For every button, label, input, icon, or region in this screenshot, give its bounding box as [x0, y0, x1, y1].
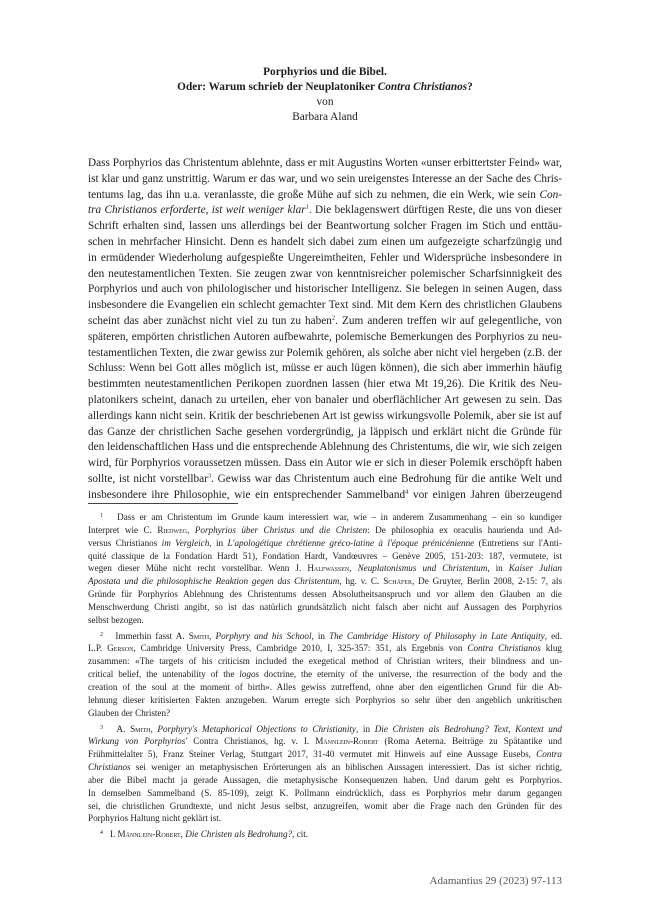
footnote-line: Gründe für Porphyrios Ablehnung des Christentums dessen Absolutheitsanspruch und vor allem den Glauben an die [88, 589, 562, 600]
footnote-ref[interactable]: 1 [305, 203, 309, 211]
footnote-line: selbst bezogen. [88, 614, 144, 625]
footnote-line: Glauben der Christen? [88, 707, 171, 718]
body-line: das Ganze der christlichen Sache gesehen vordergründig, ja läppisch und erklärt nicht die Gründe für [88, 425, 562, 438]
footnote-ref[interactable]: 3 [207, 472, 212, 480]
author-smallcaps: Halfwassen [307, 563, 350, 574]
body-line: bestimmten neutestamentlichen Perikopen zuordnen lassen (hier etwa Mt 19,26). Die Kritik des Neu- [88, 378, 562, 391]
author-smallcaps: Smith [188, 630, 210, 641]
body-line: Dass Porphyrios das Christentum ablehnte, dass er mit Augustins Worten «unser erbittertster Feind» war, [88, 157, 562, 169]
footnote-line: creation of the soul at the moment of birth». Alles gewiss zutreffend, ohne aber den eigentlichen Grund für die Ab- [88, 681, 562, 692]
emphasis: tra Christianos erforderte, ist weit weniger klar [88, 204, 306, 217]
body-line: Schluss: Wenn bei Gott alles möglich ist, müsse er auch lügen können), die sich aber immerhin häufig [88, 362, 562, 375]
by-word: von [316, 96, 334, 108]
subtitle-text: Oder: Warum schrieb der Neuplatoniker [177, 81, 378, 93]
footnote-line: quité classique de la Fondation Hardt 51), Fondation Hardt, Vandœuvres – Genève 2005, 151-203: 187, vermutete, ist [88, 550, 562, 561]
author-smallcaps: Gerson [107, 643, 134, 654]
body-line: in ermüdender Wiederholung aufgespießte Ungereimtheiten, Fehler und Widersprüche insbesondere in [88, 251, 562, 264]
body-line: tentums lag, das ihn u.a. veranlasste, die große Mühe auf sich zu nehmen, die ein Werk, wie sein Con- [88, 188, 562, 201]
author-name: Barbara Aland [292, 111, 358, 123]
footnote-line: critical belief, the untenability of the logos doctrine, the eternity of the universe, the resurrection of the body and the [88, 669, 563, 680]
subtitle-work-title: Contra Christianos [377, 81, 468, 93]
body-line: ist klar und ganz unstrittig. Warum er das war, und wo sein ureigenstes Interesse an der Sache des Chris- [88, 172, 562, 185]
footnote-line: In demselben Sammelband (S. 85-109), zeigt K. Pollmann eindrücklich, dass es Porphyrios mehr darum gegangen [88, 787, 562, 798]
footnote-line: lehnung dieser kritisierten Fakten anzugeben. Warum erregte sich Porphyrios so sehr über den angeblich unkritischen [88, 694, 562, 705]
emphasis: Con- [539, 188, 562, 201]
footnote-number: 2 [100, 631, 103, 638]
author-smallcaps: Schäfer [383, 576, 412, 587]
journal-citation: Adamantius 29 (2023) 97-113 [429, 875, 562, 887]
author-smallcaps: Riedweg [157, 524, 188, 535]
footnote-3: $^3$ A. Smith, Porphyry's Metaphorical Objections to Christianity, in Die Christen als Bedrohung? Text, Kontext und [100, 723, 562, 734]
body-line: testamentlichen Texten, die zwar gewiss zur Polemik gehören, als solche aber nicht viel hergeben (z.B. der [88, 346, 562, 359]
footnote-line: L.P. Gerson, Cambridge University Press, Cambridge 2010, I, 325-357: 351, als Ergebnis von Contra Christianos klug [88, 643, 562, 654]
body-line: insbesondere ihre Philosophie, wie ein entsprechender Sammelband$^4$ vor einigen Jahren überzeugend [88, 487, 562, 501]
footnote-line: sei, die christlichen Grundtexte, und nicht Jesus selbst, anzugreifen, womit aber die Frage nach den Gründen für des [88, 800, 562, 811]
body-line: wird, für Porphyrios voraussetzen müssen. Dass ein Autor wie er sich in dieser Polemik erschöpft haben [88, 457, 562, 470]
subtitle-question-mark: ? [467, 81, 473, 93]
footnote-line: Apostata und die philosophische Reaktion gegen das Christentum, hg. v. C. Schäfer, De Gruyter, Berlin 2008, 2-15: 7, als [88, 576, 563, 587]
footnote-line: Christianos sei weniger an metaphysischen Erörterungen als an biblischen Aussagen interessiert. Das ist sicher richtig, [88, 762, 562, 773]
footnotes [88, 511, 562, 841]
footnote-1: $^1$ Dass er am Christentum im Grunde kaum interessiert war, wie – in anderem Zusammenhang – ein so kundiger [100, 512, 562, 522]
footnote-ref[interactable]: 4 [405, 487, 409, 495]
footnote-separator [88, 503, 238, 504]
body-line: platonikers scheint, danach zu urteilen, eher von banaler und oberflächlicher Art gewesen zu sein. Das [88, 393, 562, 406]
footnote-number: 1 [100, 513, 103, 519]
footnote-line: Frühmittelalter 5), Franz Steiner Verlag, Stuttgart 2017, 31-40 vermutet mit Hinweis auf eine Aussage Eusebs, Contra [88, 749, 562, 760]
footnote-number: 3 [100, 724, 103, 731]
footnote-2: $^2$ Immerhin fasst A. Smith, Porphyry and his School, in The Cambridge History of Philosophy in Late Antiquity, ed. [100, 630, 563, 641]
body-line: allerdings kann nicht sein. Kritik der beschriebenen Art ist gewiss wirkungsvolle Polemik, aber sie ist auf [88, 409, 562, 422]
body-line: Porphyrios und auch von philologischer und historischer Intelligenz. Sie belegen in seinen Augen, dass [88, 283, 562, 296]
body-line: scheint das aber zunächst nicht viel zu tun zu haben$^2$. Zum anderen treffen wir auf gelegentliche, von [88, 314, 563, 327]
author-smallcaps: Männlein-Robert [315, 736, 379, 747]
body-line: insbesondere die Evangelien ein schlecht gemachter Text sind. Mit dem Kern des christlichen Glaubens [88, 299, 562, 312]
footnote-line: zusammen: «The targets of his criticism included the exegetical method of Christian writers, their blindness and un- [88, 656, 562, 667]
author-smallcaps: Männlein-Robert [117, 829, 181, 840]
body-line: den neutestamentlichen Texten. Sie zeugen zwar von kenntnisreicher polemischer Scharfsinnigkeit des [88, 267, 562, 280]
article-subtitle [88, 80, 562, 95]
article-title: Porphyrios und die Bibel. [263, 66, 387, 78]
footnote-line: versus Christianos im Vergleich, in L'apologétique chrétienne gréco-latine à l'époque prénicénienne (Entretiens sur l'Anti- [88, 537, 563, 548]
body-line: sollte, ist nicht vorstellbar$^3$. Gewiss war das Christentum auch eine Bedrohung für die antike Welt und [88, 472, 562, 485]
body-line: den leidenschaftlichen Hass und die entsprechende Ablehnung des Christentums, die wir, wie sich zeigen [88, 441, 562, 454]
body-line: tra Christianos erforderte, ist weit weniger klar$^1$. Die beklagenswert dürftigen Reste, die uns von dieser [88, 203, 562, 217]
footnote-line: Interpret wie C. Riedweg, Porphyrios über Christus und die Christen: De philosophia ex oraculis haurienda und Ad- [88, 524, 562, 535]
body-line: Schrift erhalten sind, lassen uns allerdings bei der Beantwortung solcher Fragen im Stich und enttäu- [88, 220, 562, 233]
body-line: schen in mehrfacher Hinsicht. Denn es handelt sich dabei zum einen um aufgezeigte scharfzüngig und [88, 235, 562, 248]
body-text [88, 156, 562, 504]
footnote-line: Wirkung von Porphyrios' Contra Christianos, hg. v. I. Männlein-Robert (Roma Aeterna. Beiträge zu Spätantike und [88, 736, 562, 747]
author-smallcaps: Smith [130, 723, 151, 734]
article-header [88, 65, 562, 125]
footnote-line: Porphyrios Haltung nicht geklärt ist. [88, 813, 222, 824]
footnote-number: 4 [100, 830, 103, 837]
footnote-4: $^4$ I. Männlein-Robert, Die Christen als Bedrohung?, cit. [100, 829, 309, 840]
footnote-line: Menschwerdung Christi angibt, so ist das natürlich grundsätzlich nicht falsch aber nicht auf Aussagen des Porphyrios [88, 601, 562, 612]
footnote-ref[interactable]: 2 [331, 314, 336, 322]
footnote-line: aber die Bibel macht ja gerade Aussagen, die metaphysische Konsequenzen haben. Und darum geht es Porphyrios. [88, 774, 562, 785]
footnote-line: wegen dieser Mühe nicht recht vorstellbar. Wenn J. Halfwassen, Neuplatonismus und Christentum, in Kaiser Julian [88, 563, 562, 574]
body-line: späteren, empörten christlichen Autoren aufbewahrte, polemische Bemerkungen des Porphyrios zu neu- [88, 330, 562, 343]
